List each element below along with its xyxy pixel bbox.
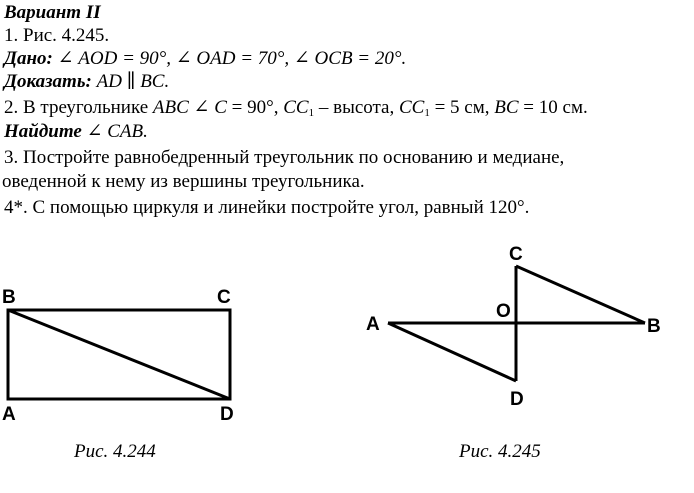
label-244-C: C: [217, 287, 231, 308]
caption-244: Рис. 4.244: [74, 441, 156, 462]
task2-part-b: ABC ∠ C: [152, 97, 227, 118]
find-text: ∠ CAB.: [81, 121, 148, 142]
task3-line2: оведенной к нему из вершины треугольника.: [2, 171, 365, 192]
task2-part-f: CC: [398, 97, 425, 118]
task2-part-i: = 10 см.: [518, 97, 588, 118]
task2-sub2: 1: [424, 107, 430, 119]
diagonal-bd: [8, 310, 230, 399]
task2-part-e: – высота,: [314, 97, 399, 118]
label-245-B: B: [647, 316, 661, 337]
variant-title: Вариант II: [4, 2, 101, 23]
figure-245: [388, 266, 645, 381]
task2-sub1: 1: [308, 107, 315, 119]
prove-label: Доказать:: [4, 71, 92, 92]
caption-245: Рис. 4.245: [459, 441, 541, 462]
label-245-D: D: [510, 389, 524, 410]
given-text: ∠ AOD = 90°, ∠ OAD = 70°, ∠ OCB = 20°.: [52, 48, 407, 69]
task3-line1: 3. Постройте равнобедренный треугольник по основанию и медиане,: [4, 147, 565, 168]
task4-line1: 4*. С помощью циркуля и линейки постройте угол, равный 120°.: [4, 197, 530, 218]
segment-cb: [516, 266, 645, 323]
segment-ad: [388, 323, 516, 381]
label-244-A: A: [2, 404, 16, 425]
task2-part-d: CC: [283, 97, 309, 118]
label-245-C: C: [509, 244, 523, 265]
label-245-A: A: [366, 314, 380, 335]
task2-part-g: = 5 см,: [429, 97, 495, 118]
label-244-B: B: [2, 287, 16, 308]
find-label: Найдите: [4, 121, 82, 142]
label-245-O: O: [496, 301, 511, 322]
task1-header: 1. Рис. 4.245.: [4, 25, 110, 46]
figure-244: [8, 310, 230, 399]
task2-part-h: BC: [494, 97, 519, 118]
task2-part-c: = 90°,: [226, 97, 284, 118]
label-244-D: D: [220, 404, 234, 425]
given-label: Дано:: [4, 48, 53, 69]
prove-text: AD ∥ BC.: [91, 71, 170, 92]
task2-part-a: 2. В треугольнике: [4, 97, 153, 118]
